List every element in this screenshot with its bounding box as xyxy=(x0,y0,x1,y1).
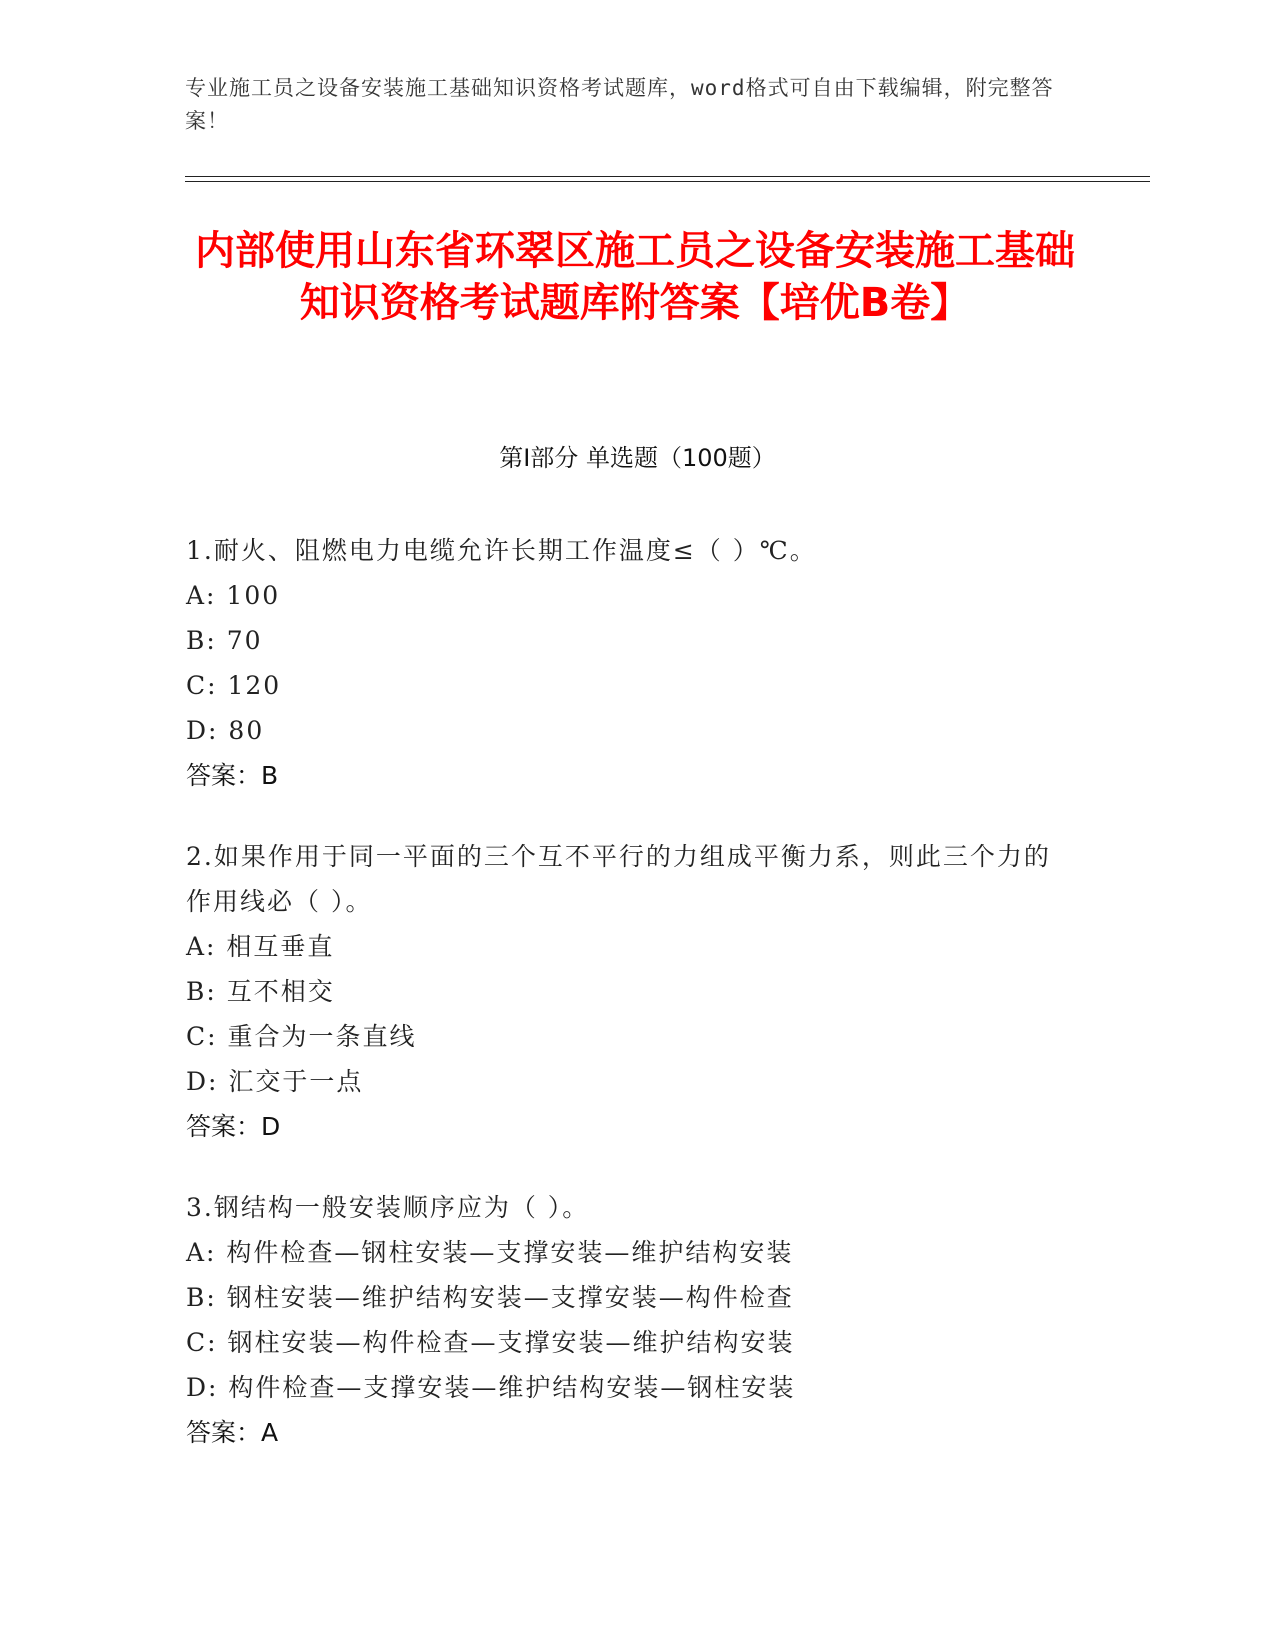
question-3 xyxy=(186,1185,1066,1455)
question-2 xyxy=(186,834,1066,1149)
option-c: C: 重合为一条直线 xyxy=(186,1022,417,1051)
option-d: D: 80 xyxy=(186,716,265,745)
answer: 答案：D xyxy=(186,1112,281,1141)
header-divider-bottom xyxy=(185,181,1150,182)
question-stem: 3.钢结构一般安装顺序应为（ ）。 xyxy=(186,1193,590,1222)
question-list xyxy=(186,528,1066,1491)
option-a: A: 构件检查—钢柱安装—支撑安装—维护结构安装 xyxy=(186,1238,794,1267)
option-b: B: 70 xyxy=(186,626,263,655)
question-stem: 1.耐火、阻燃电力电缆允许长期工作温度≤（ ）℃。 xyxy=(186,536,817,565)
question-stem: 2.如果作用于同一平面的三个互不平行的力组成平衡力系，则此三个力的作用线必（ ）。 xyxy=(186,842,1051,916)
header-divider-top xyxy=(185,176,1150,177)
header-note: 专业施工员之设备安装施工基础知识资格考试题库，word格式可自由下载编辑，附完整答案！ xyxy=(185,76,1054,133)
section-heading: 第Ⅰ部分 单选题（100题） xyxy=(499,444,776,472)
option-b: B: 互不相交 xyxy=(186,977,335,1006)
option-d: D: 汇交于一点 xyxy=(186,1067,364,1096)
document-title: 内部使用山东省环翠区施工员之设备安装施工基础知识资格考试题库附答案【培优B卷】 xyxy=(195,228,1075,326)
option-d: D: 构件检查—支撑安装—维护结构安装—钢柱安装 xyxy=(186,1373,796,1402)
option-b: B: 钢柱安装—维护结构安装—支撑安装—构件检查 xyxy=(186,1283,794,1312)
answer: 答案：A xyxy=(186,1418,279,1447)
option-c: C: 120 xyxy=(186,671,282,700)
option-a: A: 相互垂直 xyxy=(186,932,335,961)
option-a: A: 100 xyxy=(186,581,281,610)
option-c: C: 钢柱安装—构件检查—支撑安装—维护结构安装 xyxy=(186,1328,795,1357)
question-1 xyxy=(186,528,1066,798)
answer: 答案：B xyxy=(186,761,279,790)
